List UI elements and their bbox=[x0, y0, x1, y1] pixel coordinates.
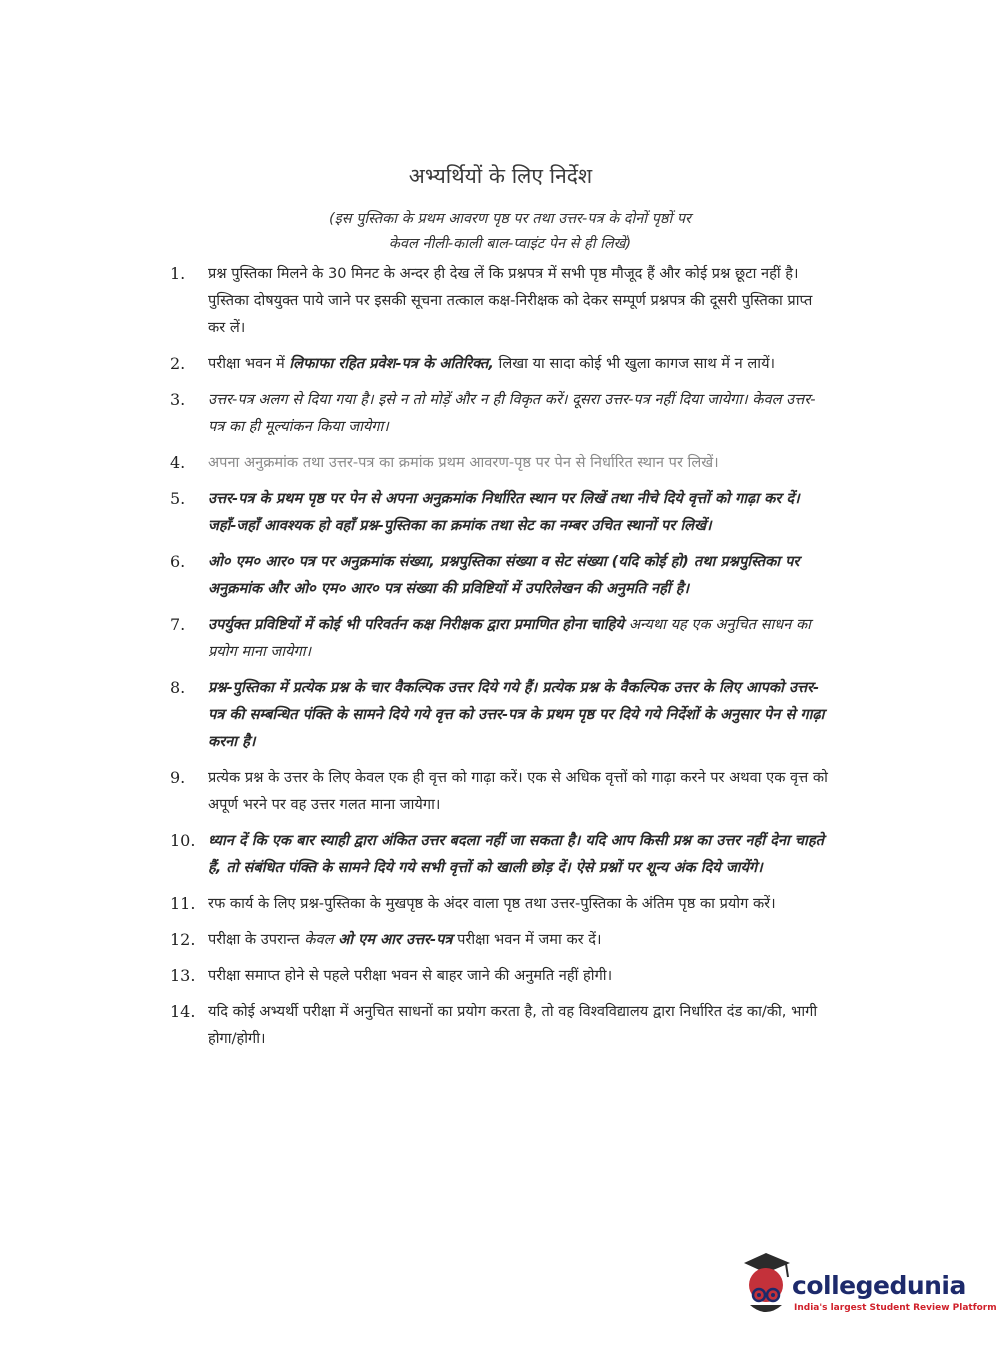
instruction-number: 10. bbox=[170, 831, 196, 850]
instruction-text: प्रश्न पुस्तिका मिलने के 30 मिनट के अन्दर ही देख लें कि प्रश्नपत्र में सभी पृष्ठ मौजूद हैं और कोई प्रश्न छूटा नहीं है। पुस्तिका दोषयुक्त पाये जाने पर इसकी सूचना तत्काल कक्ष-निरीक्षक को देकर सम्पूर्ण प्रश्नपत्र की दूसरी पुस्तिका प्राप्त कर लें। bbox=[208, 265, 813, 336]
instruction-text: यदि कोई अभ्यर्थी परीक्षा में अनुचित साधनों का प्रयोग करता है, तो वह विश्वविद्यालय द्वारा निर्धारित दंड का/की, भागी होगा/होगी। bbox=[208, 1003, 818, 1047]
instruction-item-7 bbox=[170, 611, 830, 665]
instruction-text-part: केवल bbox=[304, 931, 339, 948]
instruction-number: 1. bbox=[170, 264, 186, 283]
instruction-text: ओ० एम० आर० पत्र पर अनुक्रमांक संख्या, प्रश्नपुस्तिका संख्या व सेट संख्या (यदि कोई हो) तथा प्रश्नपुस्तिका पर अनुक्रमांक और ओ० एम० आर० पत्र संख्या की प्रविष्टियों में उपरिलेखन की अनुमति नहीं है। bbox=[208, 553, 800, 597]
page-title: अभ्यर्थियों के लिए निर्देश bbox=[408, 164, 593, 188]
graduate-mascot-icon bbox=[740, 1245, 796, 1330]
instruction-text bbox=[208, 611, 830, 665]
instruction-number: 9. bbox=[170, 768, 186, 787]
instruction-text: परीक्षा समाप्त होने से पहले परीक्षा भवन से बाहर जाने की अनुमति नहीं होगी। bbox=[208, 967, 613, 984]
instruction-text-part: परीक्षा भवन में जमा कर दें। bbox=[452, 931, 602, 948]
instruction-text bbox=[208, 350, 830, 377]
instruction-number: 6. bbox=[170, 552, 186, 571]
instruction-item-2 bbox=[170, 350, 830, 377]
subtitle-line-2: केवल नीली-काली बाल-प्वाइंट पेन से ही लिखें) bbox=[388, 236, 632, 252]
instruction-text: ध्यान दें कि एक बार स्याही द्वारा अंकित उत्तर बदला नहीं जा सकता है। यदि आप किसी प्रश्न का उत्तर नहीं देना चाहते हैं, तो संबंधित पंक्ति के सामने दिये गये सभी वृत्तों को खाली छोड़ दें। ऐसे प्रश्नों पर शून्य अंक दिये जायेंगे। bbox=[208, 832, 824, 876]
instruction-number: 14. bbox=[170, 1002, 196, 1021]
instruction-item-11 bbox=[170, 890, 830, 917]
collegedunia-watermark bbox=[740, 1245, 997, 1330]
instruction-number: 8. bbox=[170, 678, 186, 697]
instruction-item-14 bbox=[170, 998, 830, 1052]
instruction-item-10 bbox=[170, 827, 830, 881]
instruction-item-4 bbox=[170, 449, 830, 476]
instruction-number: 4. bbox=[170, 453, 186, 472]
instruction-number: 2. bbox=[170, 354, 186, 373]
subtitle-line-1: (इस पुस्तिका के प्रथम आवरण पृष्ठ पर तथा उत्तर-पत्र के दोनों पृष्ठों पर bbox=[329, 211, 691, 227]
instruction-number: 3. bbox=[170, 390, 186, 409]
instruction-item-8 bbox=[170, 674, 830, 755]
instruction-item-12 bbox=[170, 926, 830, 953]
brand-name: collegedunia bbox=[792, 1271, 966, 1300]
instruction-text-emphasis: ओ एम आर उत्तर-पत्र bbox=[338, 931, 453, 948]
page-subtitle bbox=[210, 207, 810, 257]
instructions-list bbox=[170, 260, 830, 1061]
instruction-text-part: लिखा या सादा कोई भी खुला कागज साथ में न लायें। bbox=[493, 355, 776, 372]
instruction-text-part: अन्यथा यह एक अनुचित साधन का प्रयोग माना जायेगा। bbox=[208, 616, 811, 660]
instruction-text: रफ कार्य के लिए प्रश्न-पुस्तिका के मुखपृष्ठ के अंदर वाला पृष्ठ तथा उत्तर-पुस्तिका के अंतिम पृष्ठ का प्रयोग करें। bbox=[208, 895, 776, 912]
instruction-text bbox=[208, 926, 830, 953]
instruction-text: प्रत्येक प्रश्न के उत्तर के लिए केवल एक ही वृत्त को गाढ़ा करें। एक से अधिक वृत्तों को गाढ़ा करने पर अथवा एक वृत्त को अपूर्ण भरने पर वह उत्तर गलत माना जायेगा। bbox=[208, 769, 828, 813]
instruction-text: उत्तर-पत्र अलग से दिया गया है। इसे न तो मोड़ें और न ही विकृत करें। दूसरा उत्तर-पत्र नहीं दिया जायेगा। केवल उत्तर-पत्र का ही मूल्यांकन किया जायेगा। bbox=[208, 391, 816, 435]
instruction-number: 11. bbox=[170, 894, 196, 913]
instruction-text: उत्तर-पत्र के प्रथम पृष्ठ पर पेन से अपना अनुक्रमांक निर्धारित स्थान पर लिखें तथा नीचे दिये वृत्तों को गाढ़ा कर दें। जहाँ-जहाँ आवश्यक हो वहाँ प्रश्न-पुस्तिका का क्रमांक तथा सेट का नम्बर उचित स्थानों पर लिखें। bbox=[208, 490, 800, 534]
instruction-item-5 bbox=[170, 485, 830, 539]
instruction-number: 5. bbox=[170, 489, 186, 508]
instruction-item-9 bbox=[170, 764, 830, 818]
instruction-text-emphasis: लिफाफा रहित प्रवेश-पत्र के अतिरिक्त, bbox=[289, 355, 494, 372]
brand-tagline: India's largest Student Review Platform bbox=[794, 1303, 997, 1313]
instruction-item-1 bbox=[170, 260, 830, 341]
instruction-text-part: परीक्षा भवन में bbox=[208, 355, 290, 372]
instruction-number: 12. bbox=[170, 930, 196, 949]
instruction-item-13 bbox=[170, 962, 830, 989]
instruction-text-part: परीक्षा के उपरान्त bbox=[208, 931, 305, 948]
instruction-number: 7. bbox=[170, 615, 186, 634]
instruction-item-3 bbox=[170, 386, 830, 440]
instruction-item-6 bbox=[170, 548, 830, 602]
instruction-text: प्रश्न-पुस्तिका में प्रत्येक प्रश्न के चार वैकल्पिक उत्तर दिये गये हैं। प्रत्येक प्रश्न के वैकल्पिक उत्तर के लिए आपको उत्तर-पत्र की सम्बन्धित पंक्ति के सामने दिये गये वृत्त को उत्तर-पत्र के प्रथम पृष्ठ पर दिये गये निर्देशों के अनुसार पेन से गाढ़ा करना है। bbox=[208, 679, 825, 750]
instruction-text: अपना अनुक्रमांक तथा उत्तर-पत्र का क्रमांक प्रथम आवरण-पृष्ठ पर पेन से निर्धारित स्थान पर लिखें। bbox=[208, 454, 719, 471]
instruction-number: 13. bbox=[170, 966, 196, 985]
instruction-text-emphasis: उपर्युक्त प्रविष्टियों में कोई भी परिवर्तन कक्ष निरीक्षक द्वारा प्रमाणित होना चाहिये bbox=[208, 616, 629, 633]
